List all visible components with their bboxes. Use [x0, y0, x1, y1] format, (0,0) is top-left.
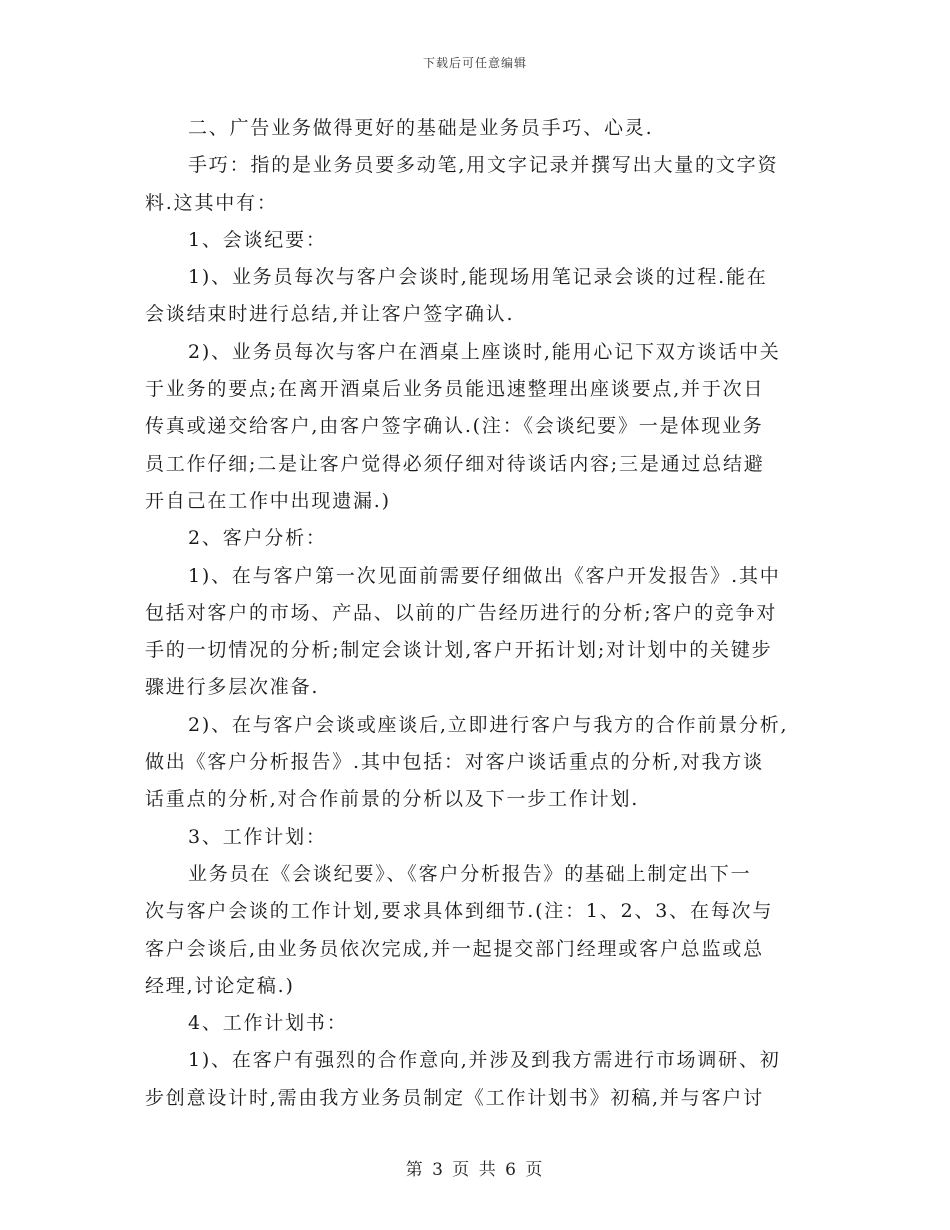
text-line: 于业务的要点;在离开酒桌后业务员能迅速整理出座谈要点,并于次日: [145, 378, 765, 401]
text-line: 传真或递交给客户,由客户签字确认.(注：《会谈纪要》一是体现业务: [145, 415, 764, 438]
text-line: 2)、业务员每次与客户在酒桌上座谈时,能用心记下双方谈话中关: [188, 340, 781, 363]
text-line: 话重点的分析,对合作前景的分析以及下一步工作计划.: [145, 788, 640, 811]
text-line: 骤进行多层次准备.: [145, 676, 320, 699]
text-line: 手巧：指的是业务员要多动笔,用文字记录并撰写出大量的文字资: [188, 154, 779, 177]
text-line: 次与客户会谈的工作计划,要求具体到细节.(注：1、2、3、在每次与: [145, 900, 774, 923]
text-line: 1)、在与客户第一次见面前需要仔细做出《客户开发报告》.其中: [188, 564, 781, 587]
text-line: 开自己在工作中出现遗漏.): [145, 489, 391, 512]
page-header: 下载后可任意编辑: [422, 56, 527, 70]
text-line: 2、客户分析：: [188, 527, 327, 550]
text-line: 1)、业务员每次与客户会谈时,能现场用笔记录会谈的过程.能在: [188, 266, 768, 289]
text-line: 客户会谈后,由业务员依次完成,并一起提交部门经理或客户总监或总: [145, 937, 764, 960]
text-line: 步创意设计时,需由我方业务员制定《工作计划书》初稿,并与客户讨: [145, 1086, 764, 1109]
text-line: 1)、在客户有强烈的合作意向,并涉及到我方需进行市场调研、初: [188, 1049, 781, 1072]
text-line: 经理,讨论定稿.): [145, 974, 295, 997]
text-line: 手的一切情况的分析;制定会谈计划,客户开拓计划;对计划中的关键步: [145, 639, 773, 662]
text-line: 料.这其中有：: [145, 191, 278, 214]
text-line: 业务员在《会谈纪要》、《客户分析报告》的基础上制定出下一: [188, 862, 752, 885]
text-line: 员工作仔细;二是让客户觉得必须仔细对待谈话内容;三是通过总结避: [145, 452, 765, 475]
text-line: 4、工作计划书：: [188, 1012, 348, 1035]
text-line: 二、广告业务做得更好的基础是业务员手巧、心灵.: [188, 117, 654, 139]
text-line: 会谈结束时进行总结,并让客户签字确认.: [145, 303, 515, 326]
text-line: 1、会谈纪要：: [188, 228, 327, 251]
page-footer: 第 3 页 共 6 页: [405, 1160, 545, 1180]
text-line: 2)、在与客户会谈或座谈后,立即进行客户与我方的合作前景分析,: [188, 713, 789, 736]
text-line: 3、工作计划：: [188, 825, 327, 848]
document-body: [145, 110, 810, 1117]
text-line: 做出《客户分析报告》.其中包括：对客户谈话重点的分析,对我方谈: [145, 751, 764, 774]
text-line: 包括对客户的市场、产品、以前的广告经历进行的分析;客户的竞争对: [145, 601, 778, 624]
